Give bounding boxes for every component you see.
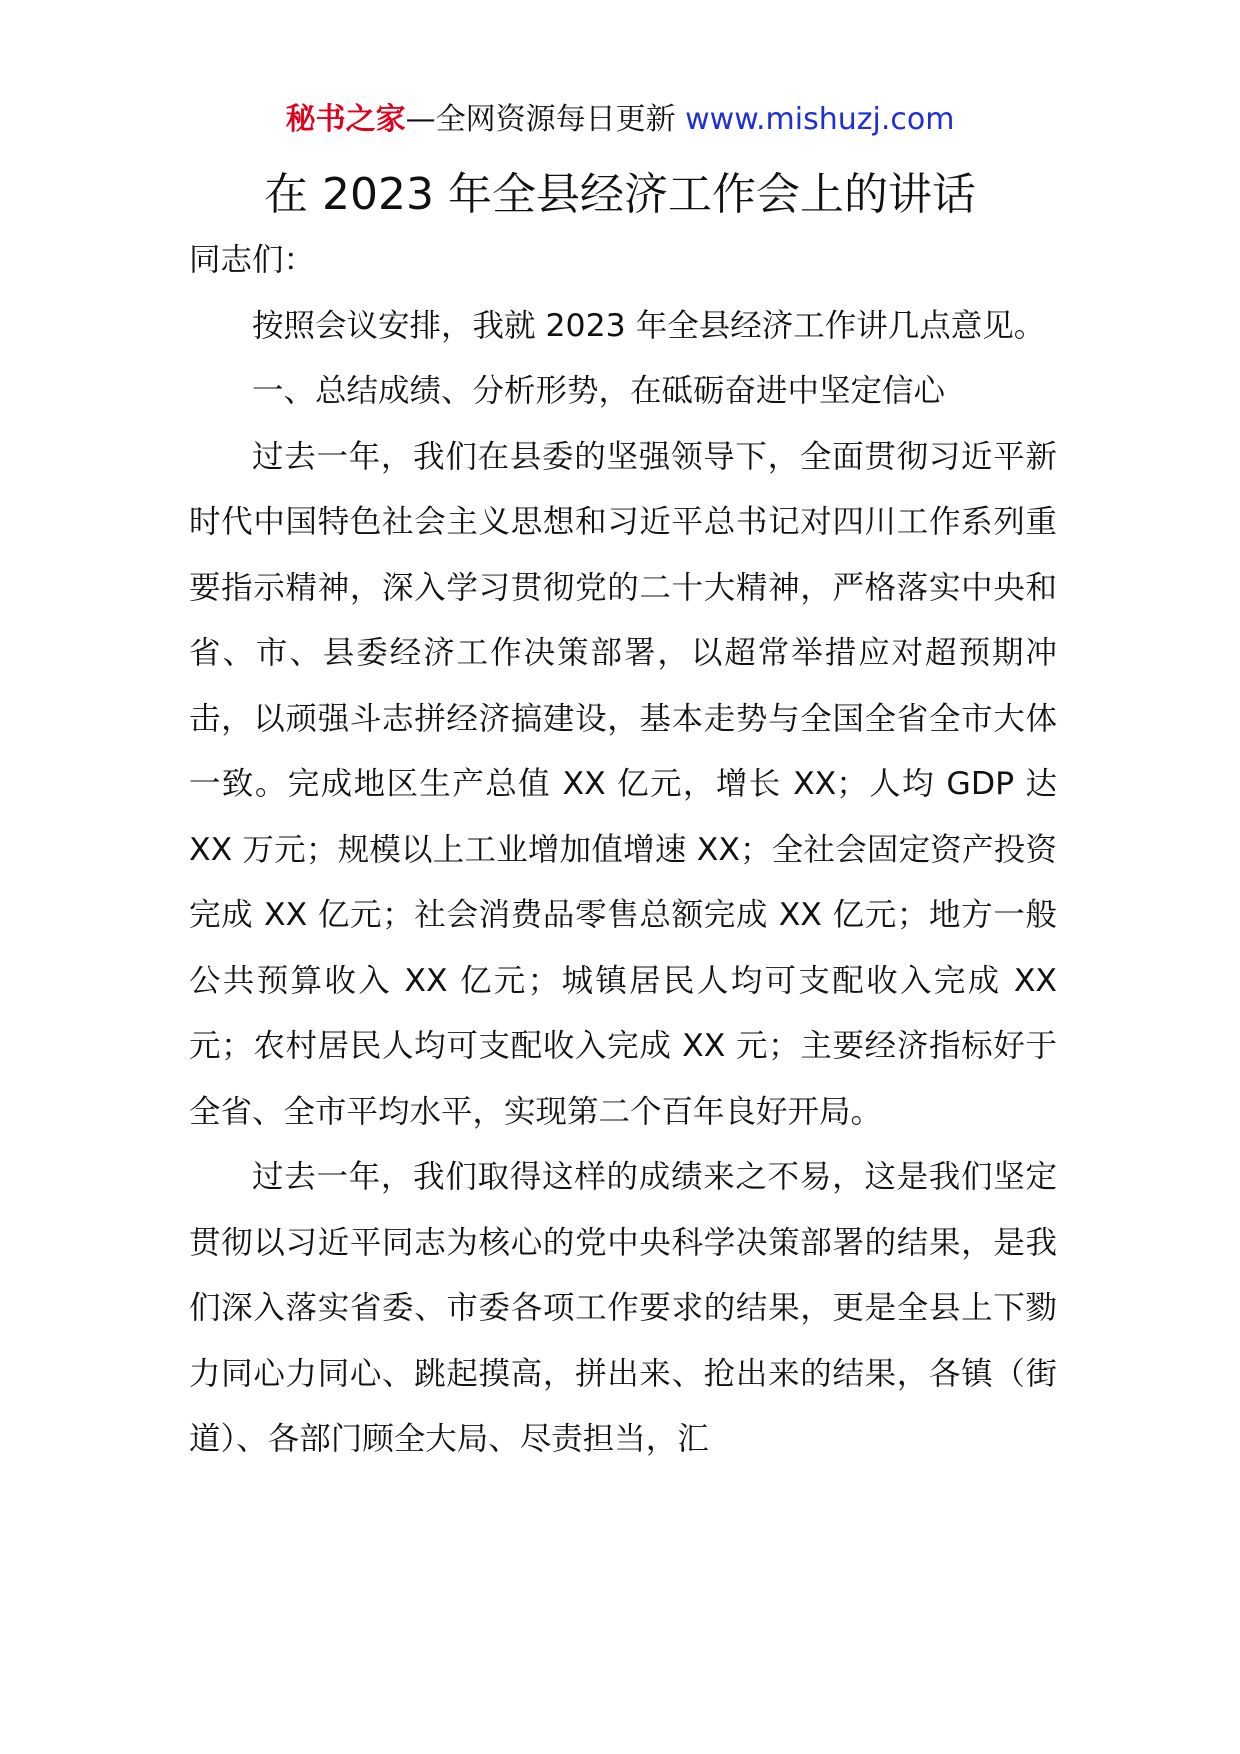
paragraph-intro: 按照会议安排，我就 2023 年全县经济工作讲几点意见。: [252, 307, 1046, 344]
site-tagline: —全网资源每日更新: [405, 102, 676, 137]
document-title: 在 2023 年全县经济工作会上的讲话: [264, 169, 976, 220]
site-url-link[interactable]: www.mishuzj.com: [685, 102, 955, 137]
paragraph-achievements: 过去一年，我们在县委的坚强领导下，全面贯彻习近平新时代中国特色社会主义思想和习近平总书记对四川工作系列重要指示精神，深入学习贯彻党的二十大精神，严格落实中央和省、市、县委经济工作决策部署，以超常举措应对超预期冲击，以顽强斗志拼经济搞建设，基本走势与全国全省全市大体一致。完成地区生产总值 XX 亿元，增长 XX；人均 GDP 达 XX 万元；规模以上工业增加值增速 XX；全社会固定资产投资完成 XX 亿元；社会消费品零售总额完成 XX 亿元；地方一般公共预算收入 XX 亿元；城镇居民人均可支配收入完成 XX 元；农村居民人均可支配收入完成 XX 元；主要经济指标好于全省、全市平均水平，实现第二个百年良好开局。: [189, 438, 1057, 1130]
section-heading: 一、总结成绩、分析形势，在砥砺奋进中坚定信心: [252, 373, 946, 409]
site-header: [0, 100, 1240, 140]
document-body: [189, 228, 1057, 1473]
site-brand: 秘书之家: [285, 102, 406, 137]
paragraph-reasons: 过去一年，我们取得这样的成绩来之不易，这是我们坚定贯彻以习近平同志为核心的党中央科学决策部署的结果，是我们深入落实省委、市委各项工作要求的结果，更是全县上下勠力同心力同心、跳起摸高，拼出来、抢出来的结果，各镇（街道）、各部门顾全大局、尽责担当，汇: [189, 1159, 1057, 1457]
salutation: 同志们：: [189, 242, 316, 278]
